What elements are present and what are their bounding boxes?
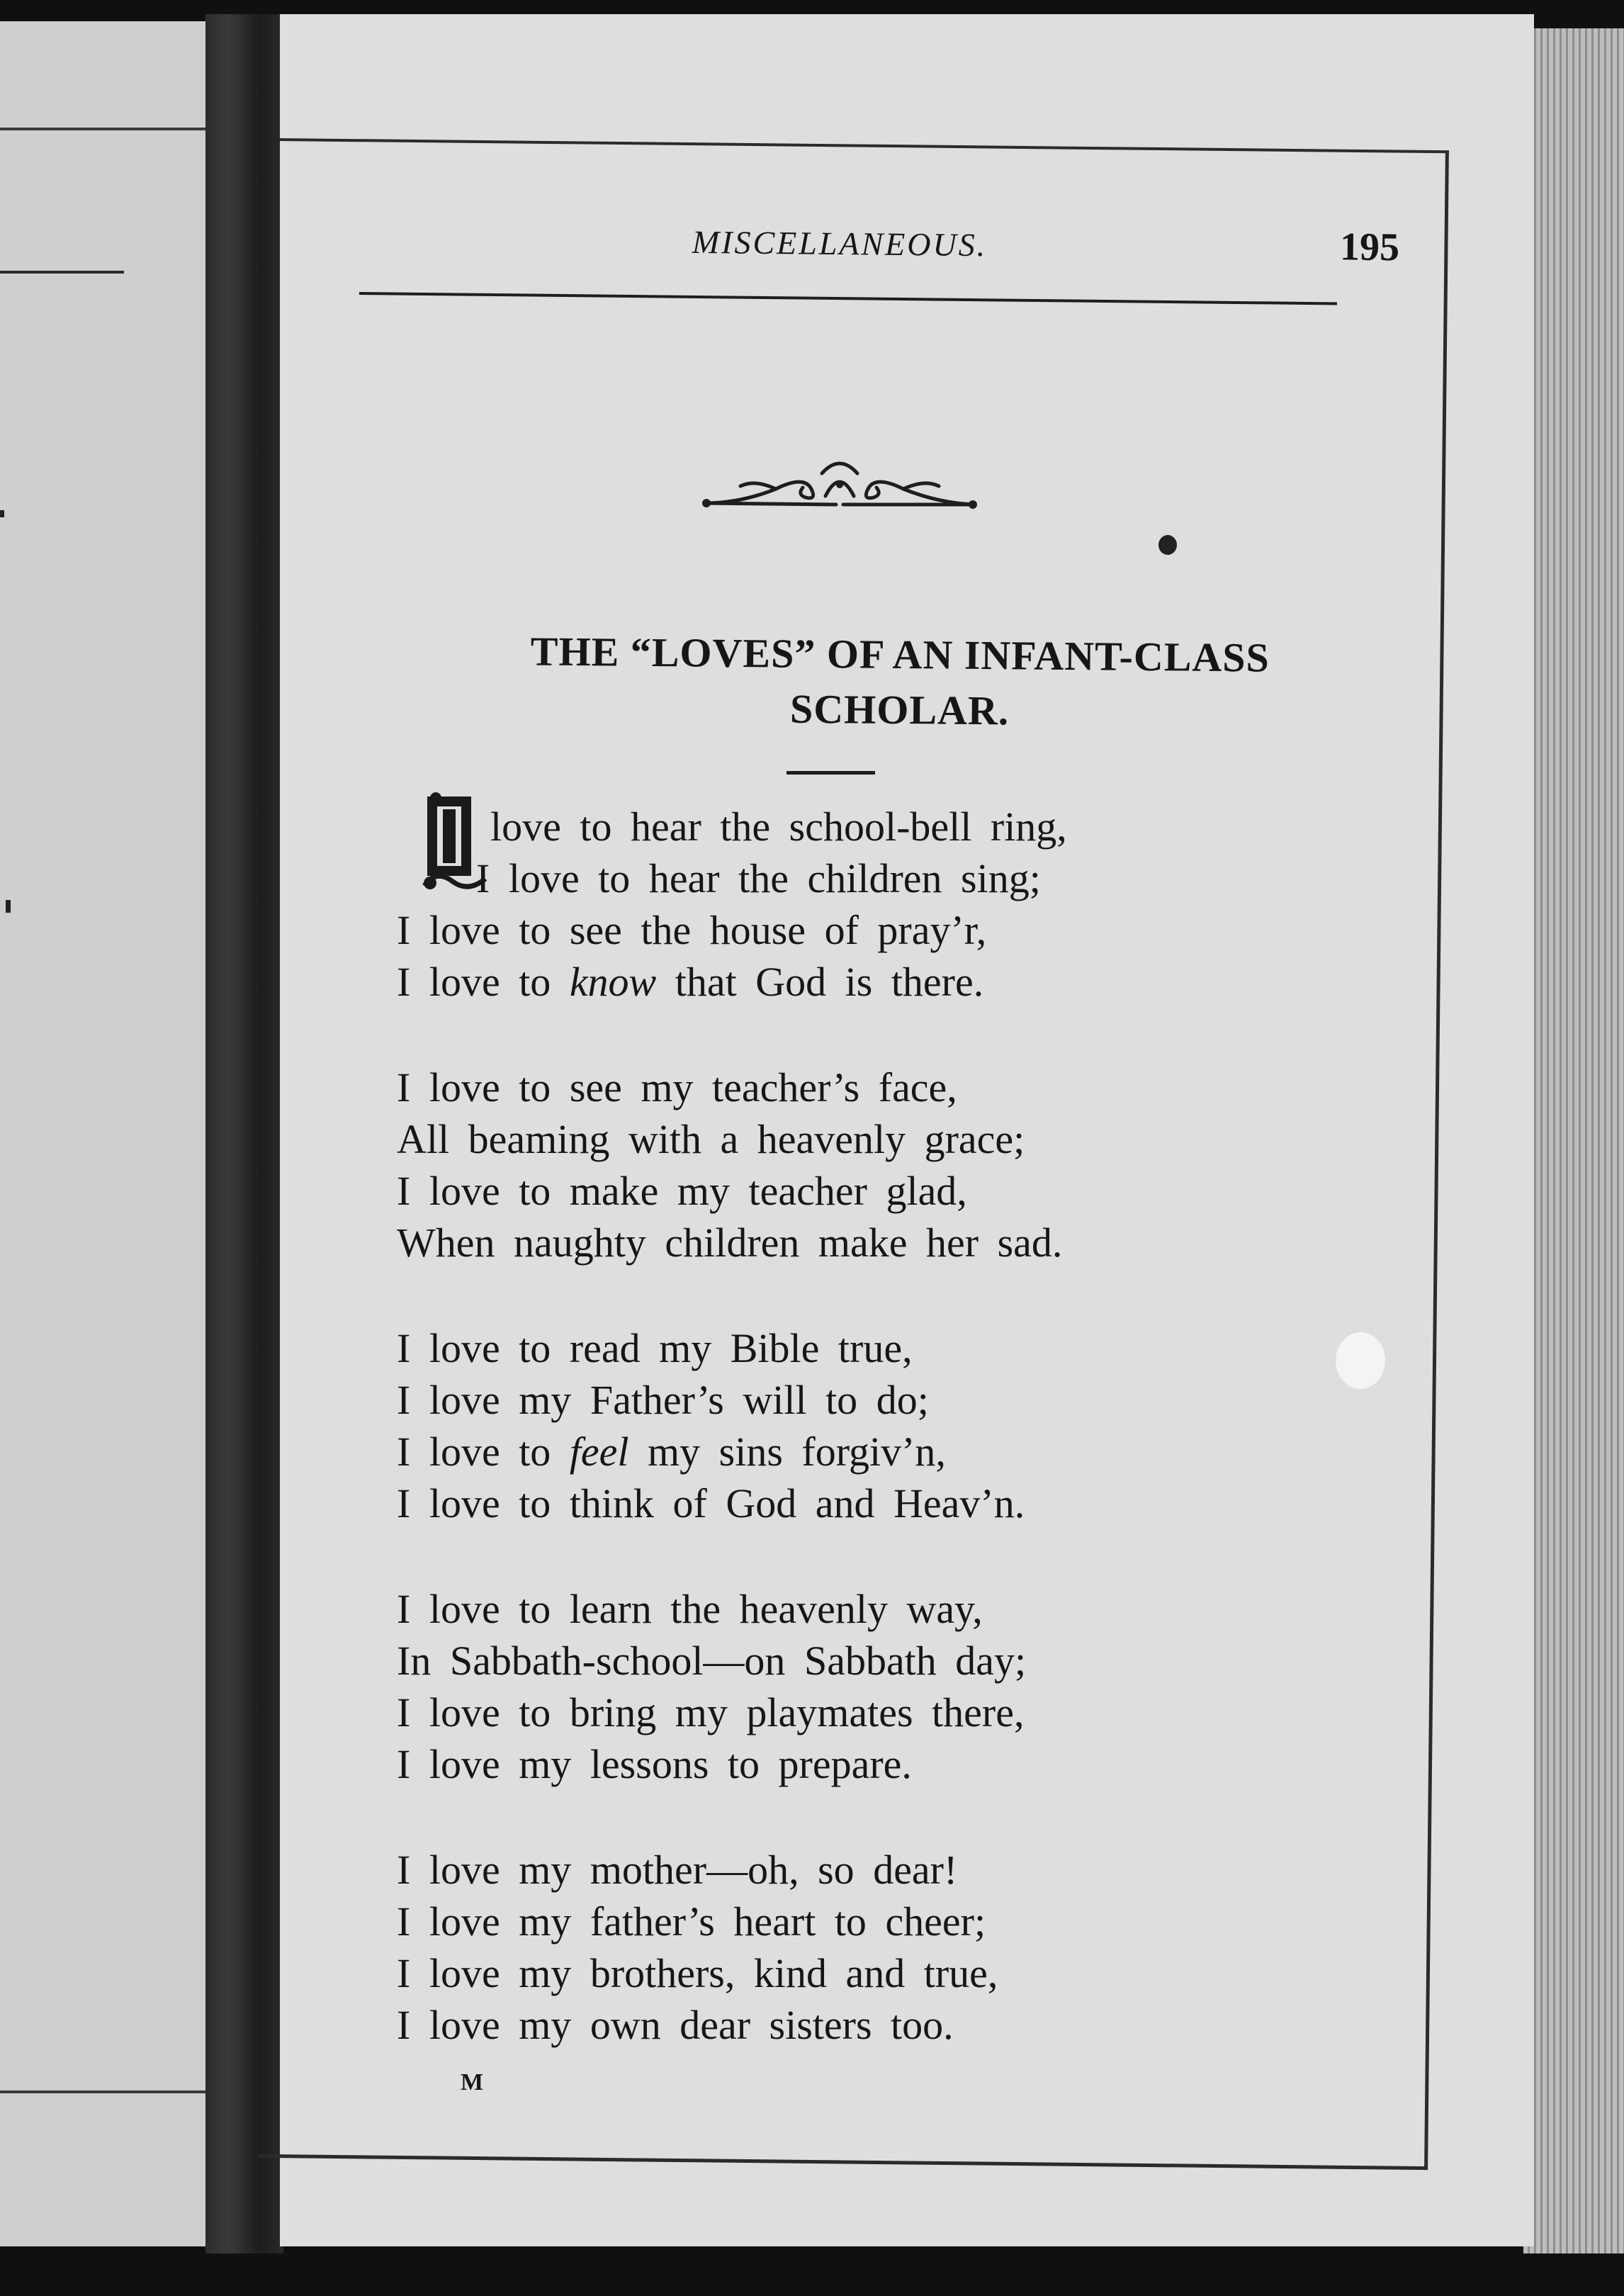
poem-line: I love to read my Bible true, [397,1325,913,1371]
page-number: 195 [1339,225,1400,270]
previous-page-header-rule [0,271,124,274]
poem-title [350,622,1449,743]
poem-line: In Sabbath-school—on Sabbath day; [397,1638,1027,1684]
ink-speck [1158,535,1177,555]
poem-line: I love to know that God is there. [397,959,984,1005]
previous-page-ink-mark [0,510,4,517]
poem-line: All beaming with a heavenly grace; [397,1116,1025,1162]
poem-line: I love to feel my sins forgiv’n, [397,1429,946,1475]
poem-title-line: THE “LOVES” OF AN INFANT-CLASS [530,628,1270,681]
poem-line: I love my Father’s will to do; [397,1377,929,1423]
ornament-flourish-icon [698,454,981,517]
poem-line: I love to see my teacher’s face, [397,1064,957,1110]
previous-page [0,21,234,2246]
stanza [397,1322,1460,1529]
stanza [397,1062,1460,1268]
poem-line: I love to make my teacher glad, [397,1168,967,1214]
poem-line: I love to hear the children sing; [476,855,1041,901]
stanza [397,1583,1460,1790]
previous-page-border [0,128,234,130]
paper-blemish [1336,1332,1385,1389]
poem-line: love to hear the school-bell ring, [490,804,1067,850]
poem-line: I love to think of God and Heav’n. [397,1480,1025,1526]
stanza [397,1844,1460,2051]
poem-body [397,801,1460,2105]
poem-line: I love my lessons to prepare. [397,1741,912,1787]
poem-line: I love my mother—oh, so dear! [397,1847,958,1893]
previous-page-bottom-border [0,2090,205,2093]
previous-page-ink-mark [6,900,11,913]
poem-line: I love to learn the heavenly way, [397,1586,983,1632]
signature-mark: M [461,2069,484,2095]
poem-line: I love my own dear sisters too. [397,2002,954,2048]
poem-line: I love my father’s heart to cheer; [397,1898,986,1945]
book-page [280,14,1534,2246]
running-title: MISCELLANEOUS. [692,223,988,264]
poem-line: I love to bring my playmates there, [397,1689,1025,1735]
poem-line: I love my brothers, kind and true, [397,1950,998,1996]
running-head [365,213,1428,288]
poem-line: I love to see the house of pray’r, [397,907,987,953]
stanza [397,801,1460,1008]
title-rule [786,771,875,775]
page-edges [1523,28,1624,2253]
poem-title-line: SCHOLAR. [789,685,1010,734]
poem-line: When naughty children make her sad. [397,1220,1063,1266]
